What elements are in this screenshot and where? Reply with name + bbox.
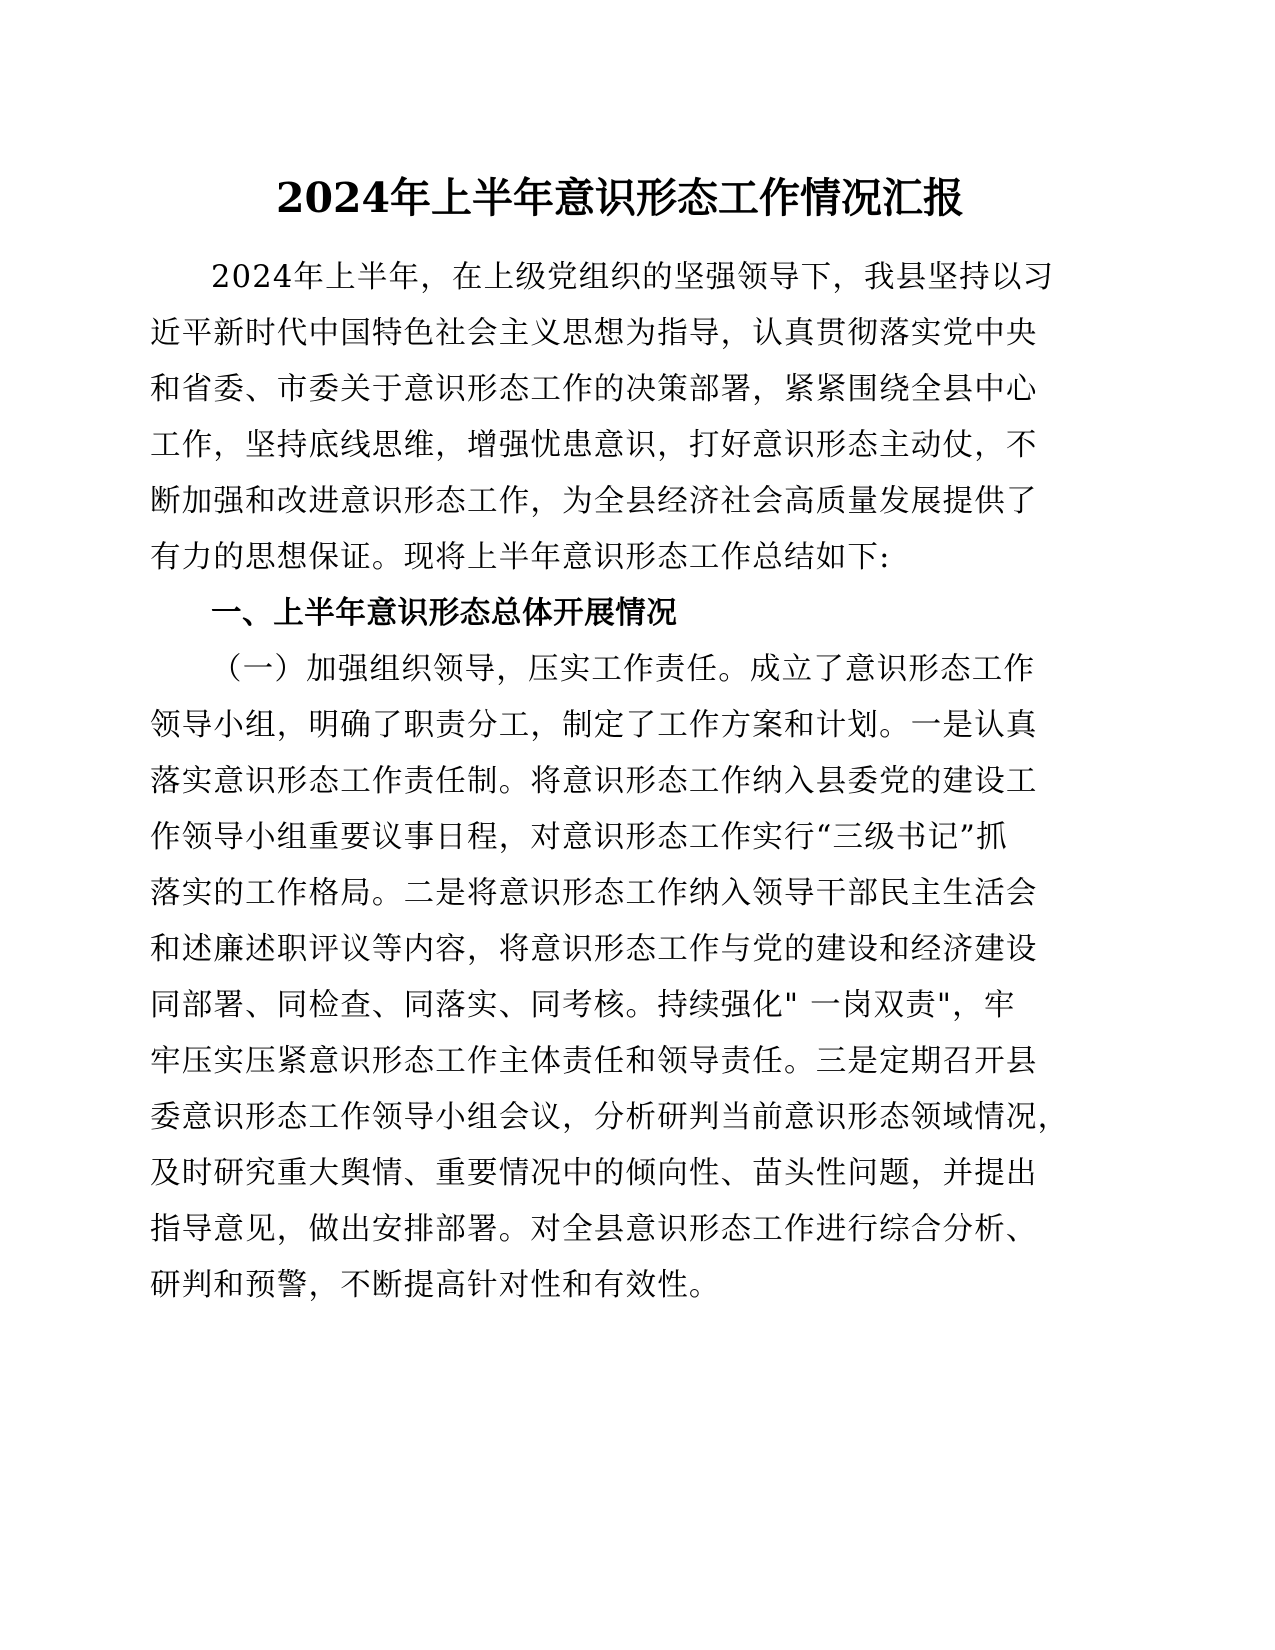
subsection-line: 指导意见，做出安排部署。对全县意识形态工作进行综合分析、: [150, 1212, 1038, 1247]
section-heading: 一、上半年意识形态总体开展情况: [211, 596, 678, 631]
subsection-line: （一）加强组织领导，压实工作责任。成立了意识形态工作: [211, 652, 1036, 687]
subsection-line: 作领导小组重要议事日程，对意识形态工作实行“三级书记”抓: [150, 820, 1008, 855]
subsection-line: 同部署、同检查、同落实、同考核。持续强化" 一岗双责"，牢: [150, 988, 1016, 1023]
subsection-paragraph: [150, 642, 1090, 1314]
subsection-line: 和述廉述职评议等内容，将意识形态工作与党的建设和经济建设: [150, 932, 1038, 967]
document-page: [150, 168, 1090, 1314]
intro-paragraph: [150, 250, 1090, 586]
subsection-line: 研判和预警，不断提高针对性和有效性。: [150, 1268, 721, 1303]
intro-line: 有力的思想保证。现将上半年意识形态工作总结如下:: [150, 540, 891, 575]
document-title: 2024年上半年意识形态工作情况汇报: [275, 174, 965, 222]
intro-line: 近平新时代中国特色社会主义思想为指导，认真贯彻落实党中央: [150, 316, 1038, 351]
intro-line: 断加强和改进意识形态工作，为全县经济社会高质量发展提供了: [150, 484, 1038, 519]
subsection-line: 落实的工作格局。二是将意识形态工作纳入领导干部民主生活会: [150, 876, 1038, 911]
subsection-line: 及时研究重大舆情、重要情况中的倾向性、苗头性问题，并提出: [150, 1156, 1038, 1191]
intro-line: 工作，坚持底线思维，增强忧患意识，打好意识形态主动仗，不: [150, 428, 1038, 463]
subsection-line: 委意识形态工作领导小组会议，分析研判当前意识形态领域情况，: [150, 1100, 1070, 1135]
subsection-line: 领导小组，明确了职责分工，制定了工作方案和计划。一是认真: [150, 708, 1038, 743]
intro-line: 2024年上半年，在上级党组织的坚强领导下，我县坚持以习: [211, 260, 1055, 295]
intro-line: 和省委、市委关于意识形态工作的决策部署，紧紧围绕全县中心: [150, 372, 1038, 407]
subsection-line: 落实意识形态工作责任制。将意识形态工作纳入县委党的建设工: [150, 764, 1038, 799]
subsection-line: 牢压实压紧意识形态工作主体责任和领导责任。三是定期召开县: [150, 1044, 1038, 1079]
